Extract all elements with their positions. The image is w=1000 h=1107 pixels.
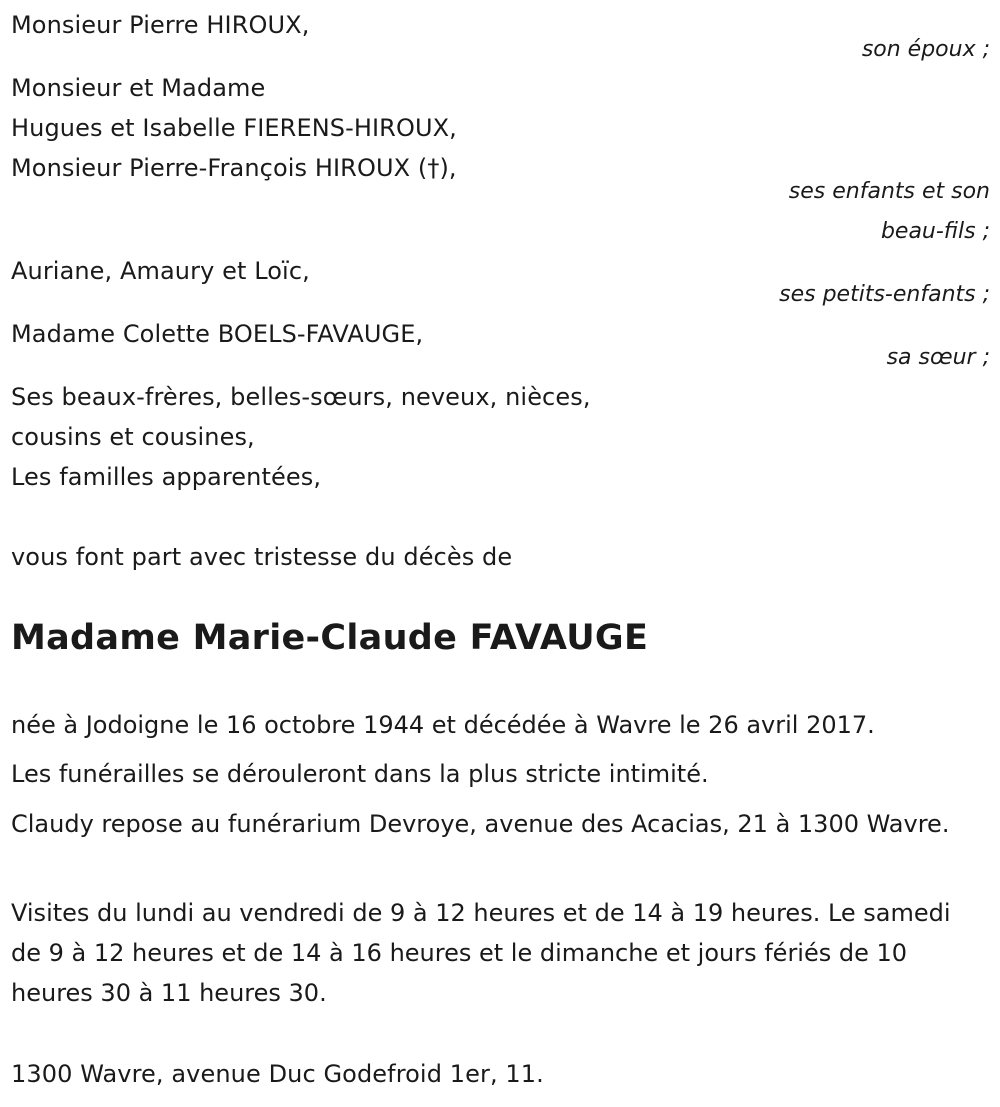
children-role-line-1: ses enfants et son — [788, 179, 990, 204]
birth-death-text: née à Jodoigne le 16 octobre 1944 et décédée à Wavre le 26 avril 2017. — [11, 711, 875, 739]
grandchildren-names: Auriane, Amaury et Loïc, — [11, 257, 310, 285]
funeral-text: Les funérailles se dérouleront dans la plus stricte intimité. — [11, 760, 709, 788]
repose-text: Claudy repose au funérarium Devroye, avenue des Acacias, 21 à 1300 Wavre. — [11, 810, 950, 838]
others-line-3: Les familles apparentées, — [11, 463, 322, 491]
others-line-1: Ses beaux-frères, belles-sœurs, neveux, nièces, — [11, 383, 591, 411]
grandchildren-role: ses petits-enfants ; — [779, 282, 990, 307]
children-line-2: Hugues et Isabelle FIERENS-HIROUX, — [11, 114, 457, 142]
spouse-name: Monsieur Pierre HIROUX, — [11, 11, 310, 39]
deceased-name: Madame Marie-Claude FAVAUGE — [11, 618, 649, 658]
spouse-role: son époux ; — [861, 37, 990, 62]
others-line-2: cousins et cousines, — [11, 423, 255, 451]
visits-text: Visites du lundi au vendredi de 9 à 12 heures et de 14 à 19 heures. Le samedi de 9 à 12 heures et de 14 à 16 heures et le dimanche et jours fériés de 10 heures 30 à 11 heures 30. — [11, 899, 951, 1007]
sister-role: sa sœur ; — [886, 345, 990, 370]
address-text: 1300 Wavre, avenue Duc Godefroid 1er, 11. — [11, 1060, 544, 1088]
children-line-3: Monsieur Pierre-François HIROUX (†), — [11, 154, 457, 182]
announcement-text: vous font part avec tristesse du décès de — [11, 543, 513, 571]
children-role-line-2: beau-fils ; — [880, 219, 990, 244]
children-line-1: Monsieur et Madame — [11, 74, 266, 102]
sister-name: Madame Colette BOELS-FAVAUGE, — [11, 320, 424, 348]
